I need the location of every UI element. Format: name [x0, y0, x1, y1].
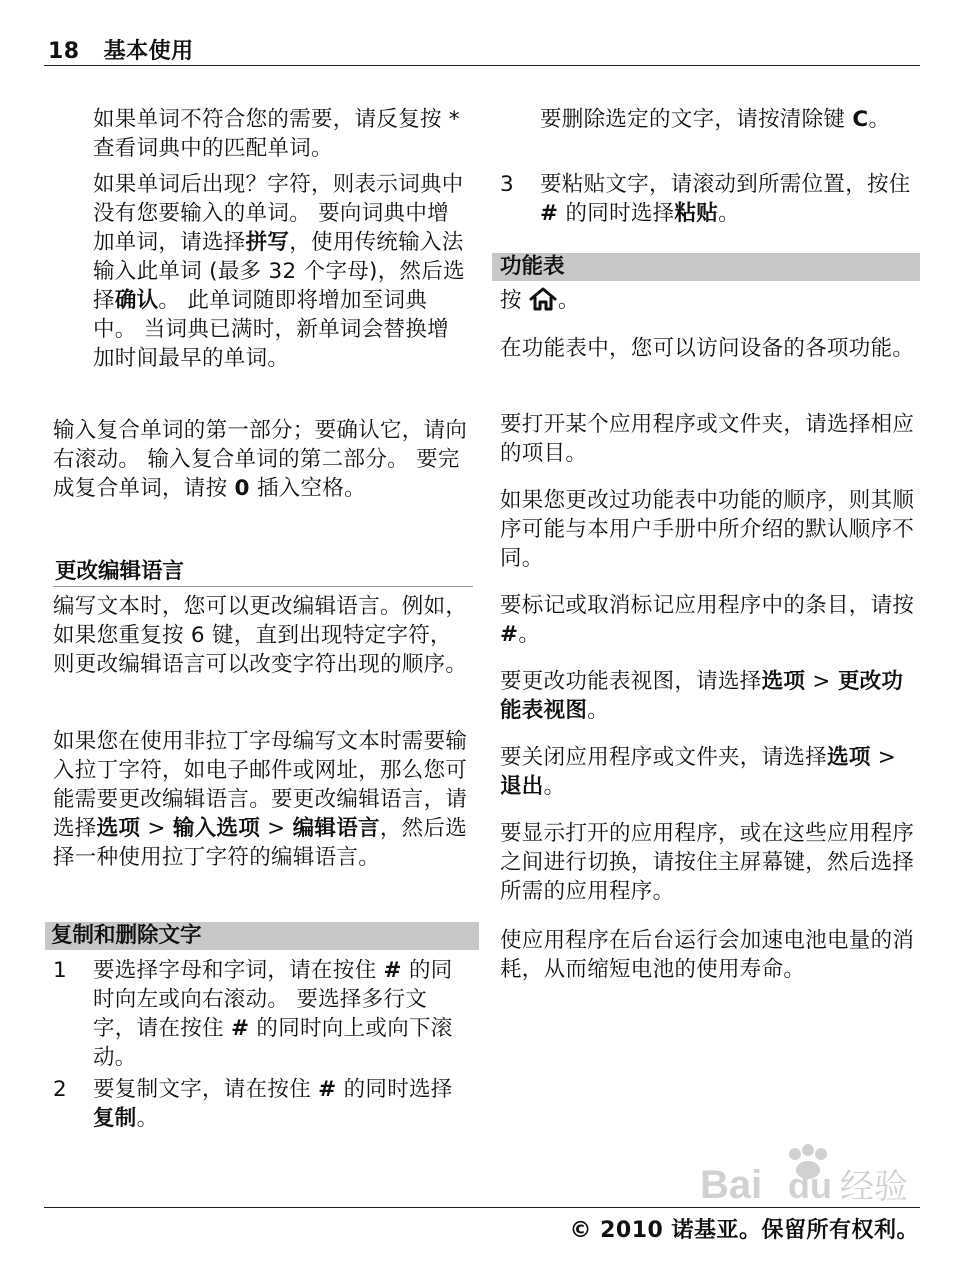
option-spell: 拼写	[245, 230, 290, 255]
footer-rule	[44, 1207, 920, 1208]
list-item-select-text: 要选择字母和字词，请在按住 # 的同时向左或向右滚动。 要选择多行文字，请在按住 # 的同时向上或向下滚动。	[93, 958, 453, 1070]
menu-exit: 退出	[500, 774, 544, 799]
list-item-paste-text: 要粘贴文字，请滚动到所需位置，按住 # 的同时选择粘贴。	[540, 172, 911, 226]
list-number-2: 2	[53, 1077, 67, 1102]
page-header	[48, 34, 194, 65]
svg-text:Bai: Bai	[700, 1163, 763, 1207]
paragraph-open-app: 要打开某个应用程序或文件夹，请选择相应的项目。	[500, 412, 915, 466]
paragraph-latin-characters: 如果您在使用非拉丁字母编写文本时需要输入拉丁字符，如电子邮件或网址，那么您可能需要更改编辑语言。要更改编辑语言，请选择选项 > 输入选项 > 编辑语言，然后选择一种使用拉丁字符的编辑语言。	[53, 729, 468, 870]
menu-options: 选项	[761, 669, 806, 694]
paragraph-compound-words: 输入复合单词的第一部分；要确认它，请向右滚动。 输入复合单词的第二部分。 要完成复合单词，请按 0 插入空格。	[53, 418, 468, 501]
paragraph-battery: 使应用程序在后台运行会加速电池电量的消耗，从而缩短电池的使用寿命。	[500, 928, 915, 982]
paragraph-mark-items: 要标记或取消标记应用程序中的条目，请按 #。	[500, 593, 915, 647]
paragraph-menu-access: 在功能表中，您可以访问设备的各项功能。	[500, 336, 915, 361]
paragraph-close-app: 要关闭应用程序或文件夹，请选择选项 > 退出。	[500, 745, 897, 799]
menu-input-options: 输入选项	[172, 816, 261, 841]
paragraph-switch-apps: 要显示打开的应用程序，或在这些应用程序之间进行切换，请按住主屏幕键，然后选择所需的应用程序。	[500, 821, 915, 904]
list-item-copy-text: 要复制文字，请在按住 # 的同时选择复制。	[93, 1077, 453, 1131]
paragraph-change-view: 要更改功能表视图，请选择选项 > 更改功能表视图。	[500, 669, 904, 723]
home-icon	[528, 286, 558, 312]
list-number-3: 3	[500, 172, 514, 197]
copyright-footer: © 2010 诺基亚。保留所有权利。	[569, 1218, 919, 1243]
baidu-paw-icon	[700, 1140, 920, 1210]
paragraph-add-word: 如果单词后出现？字符，则表示词典中没有您要输入的单词。 要向词典中增加单词，请选择拼写，使用传统输入法输入此单词 (最多 32 个字母)，然后选择确认。 此单词随即将增加至词典中。 当词典已满时，新单词会替换增加时间最早的单词。	[93, 172, 465, 371]
key-0: 0	[234, 476, 250, 501]
paragraph-menu-order: 如果您更改过功能表中功能的顺序，则其顺序可能与本用户手册中所介绍的默认顺序不同。	[500, 488, 915, 571]
paragraph-match-words: 如果单词不符合您的需要，请反复按 * 查看词典中的匹配单词。	[93, 107, 460, 161]
baidu-watermark	[700, 1140, 920, 1210]
chapter-title: 基本使用	[103, 39, 194, 64]
header-rule	[44, 65, 920, 66]
option-paste: 粘贴	[674, 201, 719, 226]
menu-editing-language: 编辑语言	[292, 816, 380, 841]
menu-change-view: 更改功能表视图	[500, 669, 904, 723]
option-confirm: 确认	[114, 288, 159, 313]
section-heading-copy-delete: 复制和删除文字	[45, 922, 479, 950]
svg-text:经验: 经验	[840, 1167, 908, 1207]
paragraph-press-home: 按 。	[500, 288, 580, 313]
key-c: C	[852, 107, 869, 132]
list-number-1: 1	[53, 958, 67, 983]
option-copy: 复制	[93, 1106, 137, 1131]
paragraph-editing-language: 编写文本时，您可以更改编辑语言。例如，如果您重复按 6 键，直到出现特定字符，则更改编辑语言可以改变字符出现的顺序。	[53, 594, 468, 677]
paragraph-delete-text: 要删除选定的文字，请按清除键 C。	[540, 107, 891, 132]
svg-text:du: du	[788, 1165, 832, 1206]
menu-options: 选项	[96, 816, 141, 841]
page-number: 18	[48, 39, 80, 64]
section-heading-change-editing-language: 更改编辑语言	[53, 558, 473, 587]
menu-options: 选项	[827, 745, 871, 770]
section-heading-menu: 功能表	[492, 253, 920, 281]
